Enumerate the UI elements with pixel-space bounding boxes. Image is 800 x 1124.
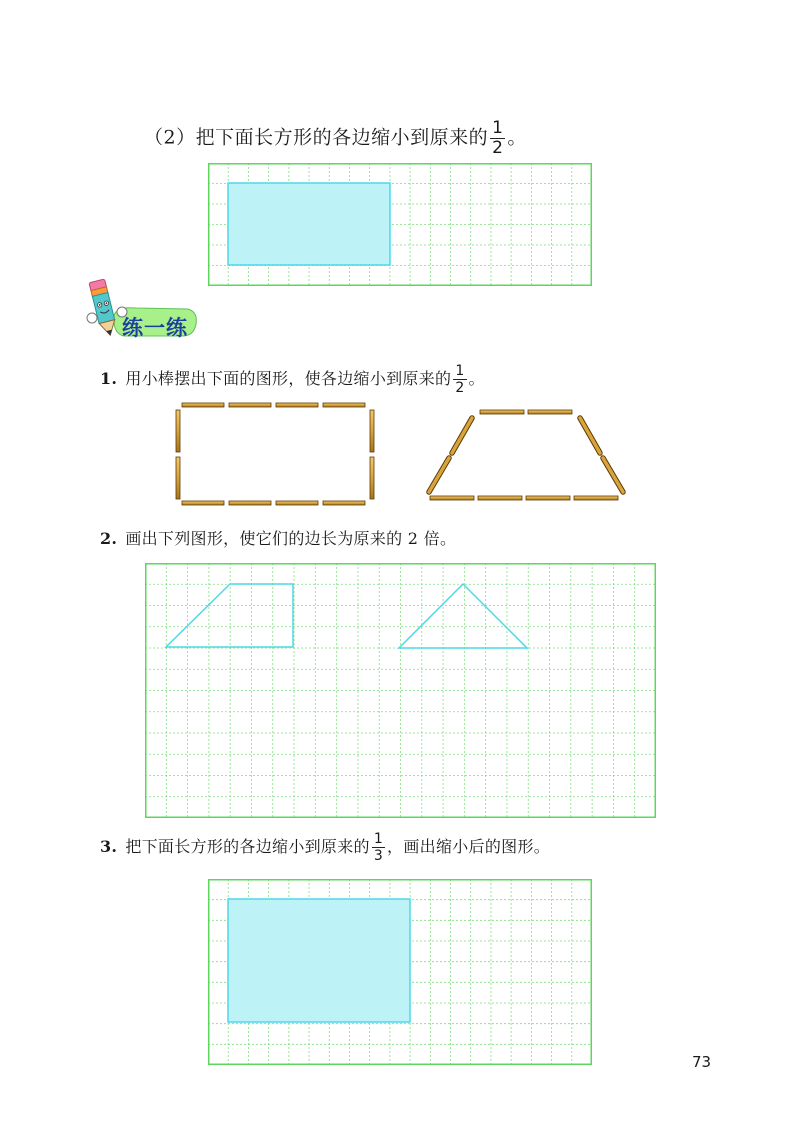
stick	[574, 496, 618, 500]
practice-badge	[84, 276, 204, 346]
fraction-one-half: $\frac{1}{2}$	[492, 118, 504, 158]
stick	[603, 458, 623, 492]
stick-figures	[170, 398, 630, 510]
stick	[370, 457, 374, 499]
stick-trapezoid	[429, 410, 623, 500]
grid-2-lines	[145, 563, 656, 818]
stick	[276, 403, 318, 407]
exercise-2: 2. 画出下列图形，使它们的边长为原来的 2 倍。	[100, 529, 457, 548]
stick	[580, 418, 600, 453]
grid-2-trapezoid	[166, 584, 293, 647]
page-number: 73	[692, 1053, 712, 1071]
stick	[176, 457, 180, 499]
grid-2-triangle	[399, 584, 527, 648]
grid-3	[208, 879, 592, 1065]
stick	[276, 501, 318, 505]
section-part-label: （2）把下面长方形的各边缩小到原来的	[144, 126, 489, 149]
stick	[480, 410, 524, 414]
stick	[452, 418, 472, 453]
stick	[182, 501, 224, 505]
stick	[526, 496, 570, 500]
exercise-3: 3. 把下面长方形的各边缩小到原来的 $\frac{1}{3}$ ，画出缩小后的图形。	[100, 831, 551, 864]
stick	[430, 496, 474, 500]
stick	[528, 410, 572, 414]
stick	[429, 458, 449, 492]
fraction-one-half: $\frac{1}{2}$	[455, 363, 465, 396]
stick	[229, 501, 271, 505]
stick	[370, 410, 374, 452]
grid-1-rectangle	[228, 183, 390, 265]
fraction-one-third: $\frac{1}{3}$	[373, 831, 384, 864]
stick	[323, 501, 365, 505]
stick	[323, 403, 365, 407]
exercise-1: 1. 用小棒摆出下面的图形，使各边缩小到原来的 $\frac{1}{2}$ 。	[100, 363, 485, 396]
section-part-title: （2）把下面长方形的各边缩小到原来的 $\frac{1}{2}$ 。	[144, 118, 527, 158]
practice-badge-title: 练一练	[122, 316, 188, 340]
stick	[182, 403, 224, 407]
stick	[176, 410, 180, 452]
stick	[229, 403, 271, 407]
stick	[478, 496, 522, 500]
grid-2	[145, 563, 656, 818]
grid-1	[208, 163, 592, 286]
stick-rectangle	[176, 403, 374, 505]
grid-3-rectangle	[228, 899, 410, 1022]
